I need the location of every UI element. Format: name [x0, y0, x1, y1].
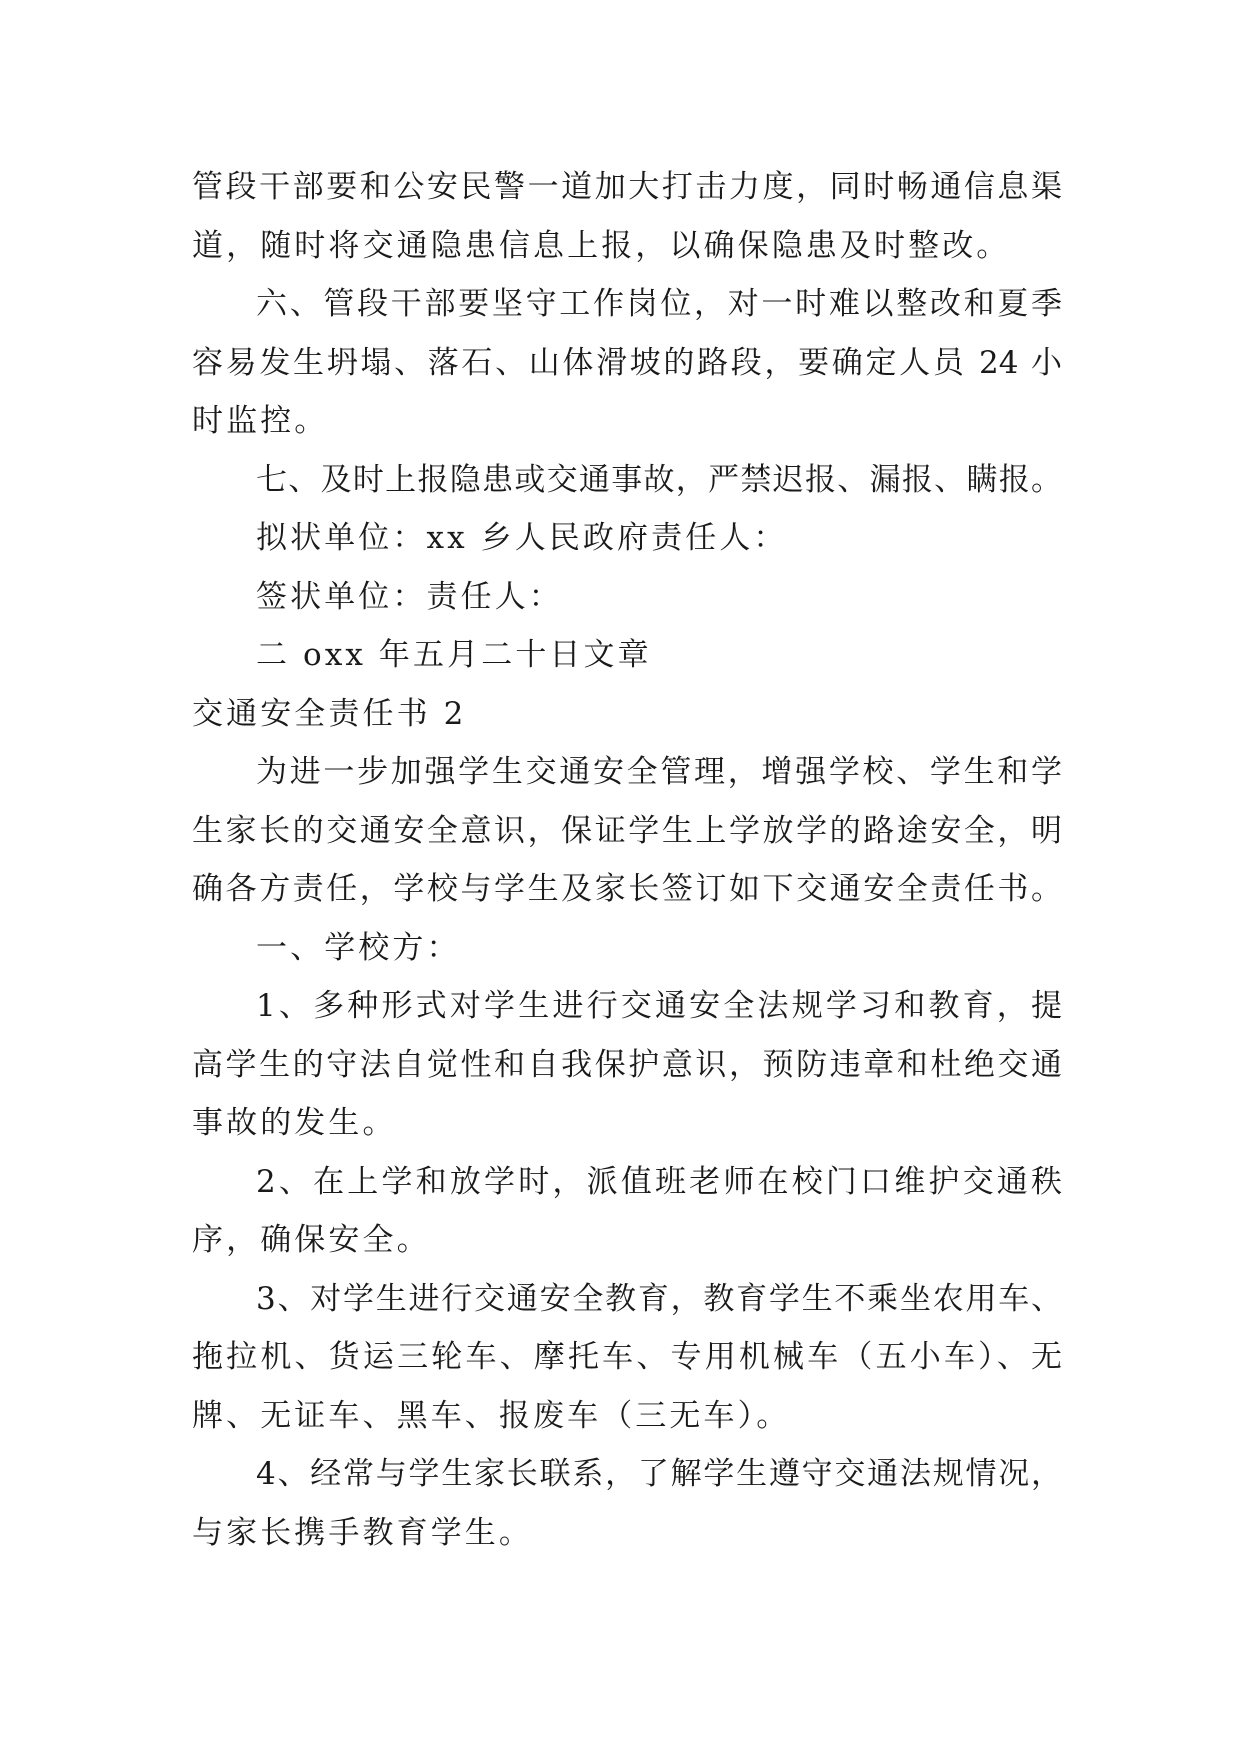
text-line: 2、在上学和放学时，派值班老师在校门口维护交通秩: [256, 1163, 1062, 1200]
text-line: 拖拉机、货运三轮车、摩托车、专用机械车（五小车）、无: [192, 1339, 1062, 1375]
text-line: 1、多种形式对学生进行交通安全法规学习和教育，提: [256, 988, 1062, 1024]
text-line: 与家长携手教育学生。: [192, 1514, 533, 1551]
text-line: 道，随时将交通隐患信息上报，以确保隐患及时整改。: [192, 227, 1011, 264]
text-line: 一、学校方：: [256, 929, 461, 966]
text-line: 4、经常与学生家长联系，了解学生遵守交通法规情况，: [256, 1456, 1062, 1492]
text-line: 七、及时上报隐患或交通事故，严禁迟报、漏报、瞒报。: [256, 461, 1062, 498]
text-line: 容易发生坍塌、落石、山体滑坡的路段，要确定人员 24 小: [192, 344, 1062, 381]
text-line: 高学生的守法自觉性和自我保护意识，预防违章和杜绝交通: [192, 1046, 1062, 1083]
text-line: 生家长的交通安全意识，保证学生上学放学的路途安全，明: [192, 812, 1062, 849]
text-line: 确各方责任，学校与学生及家长签订如下交通安全责任书。: [192, 871, 1062, 907]
text-line: 签状单位：责任人：: [256, 578, 563, 615]
text-line: 六、管段干部要坚守工作岗位，对一时难以整改和夏季: [256, 286, 1062, 322]
text-line: 管段干部要和公安民警一道加大打击力度，同时畅通信息渠: [192, 169, 1062, 205]
text-line: 3、对学生进行交通安全教育，教育学生不乘坐农用车、: [256, 1280, 1062, 1317]
text-line: 序，确保安全。: [192, 1222, 431, 1258]
text-line: 时监控。: [192, 403, 329, 439]
document-body: [192, 158, 1062, 1562]
text-line: 牌、无证车、黑车、报废车（三无车）。: [192, 1397, 791, 1434]
text-line: 事故的发生。: [192, 1105, 397, 1141]
text-line: 二 oxx 年五月二十日文章: [256, 637, 652, 673]
section-title: 交通安全责任书 2: [192, 695, 467, 732]
text-line: 拟状单位：xx 乡人民政府责任人：: [256, 520, 788, 556]
text-line: 为进一步加强学生交通安全管理，增强学校、学生和学: [256, 754, 1062, 790]
